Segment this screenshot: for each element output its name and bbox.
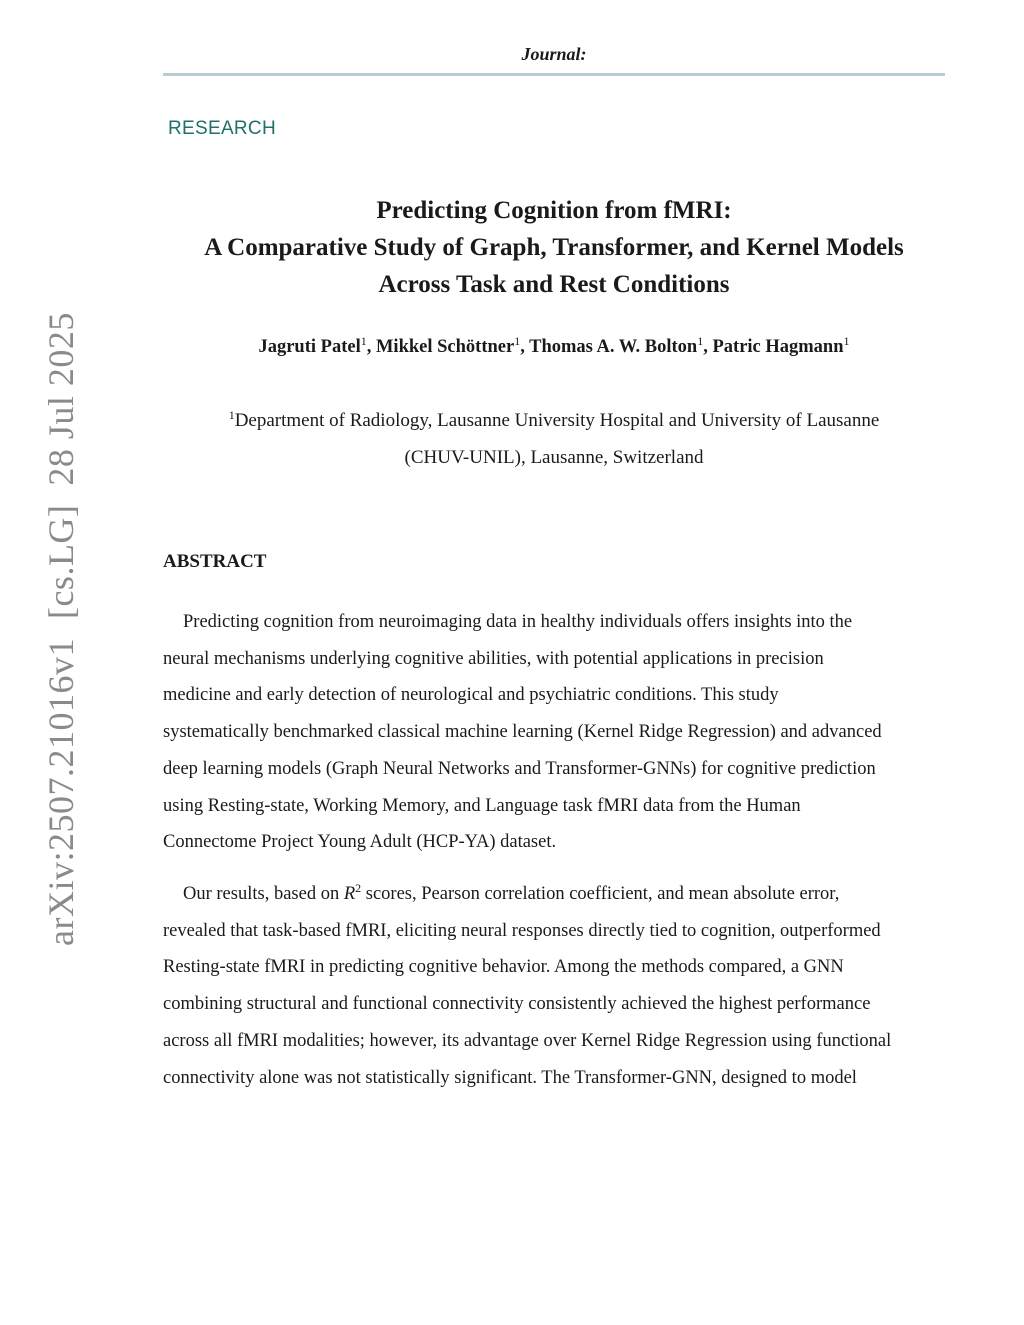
text-line: Predicting cognition from neuroimaging data in healthy individuals offers insights into the bbox=[183, 612, 853, 632]
text-line: connectivity alone was not statistically significant. The Transformer-GNN, designed to model bbox=[163, 1067, 857, 1088]
author-name: Patric Hagmann bbox=[712, 337, 844, 357]
text-line: across all fMRI modalities; however, its advantage over Kernel Ridge Regression using functional bbox=[163, 1030, 892, 1051]
affiliation-marker: 1 bbox=[843, 334, 850, 348]
affiliation-line: (CHUV-UNIL), Lausanne, Switzerland bbox=[404, 447, 704, 468]
author-name: Jagruti Patel bbox=[258, 337, 361, 357]
title-line: A Comparative Study of Graph, Transformer, and Kernel Models bbox=[204, 234, 904, 261]
affiliation-marker: 1 bbox=[228, 408, 235, 422]
author-name: Mikkel Schöttner bbox=[375, 337, 515, 357]
math-r-squared: $R^2$ bbox=[343, 881, 362, 904]
affiliation-marker: 1 bbox=[697, 334, 704, 348]
text-line: Our results, based on $R^2$ scores, Pearson correlation coefficient, and mean absolute error, bbox=[183, 881, 840, 904]
text-line: using Resting-state, Working Memory, and Language task fMRI data from the Human bbox=[163, 795, 801, 816]
header-rule bbox=[163, 73, 945, 76]
text-line: Connectome Project Young Adult (HCP-YA) dataset. bbox=[163, 832, 557, 853]
author-separator: , bbox=[520, 337, 530, 357]
arxiv-stamp: arXiv:2507.21016v1 [cs.LG] 28 Jul 2025 bbox=[41, 312, 81, 946]
section-label: RESEARCH bbox=[168, 118, 276, 139]
abstract-heading: ABSTRACT bbox=[163, 551, 267, 572]
text-line: deep learning models (Graph Neural Networks and Transformer-GNNs) for cognitive prediction bbox=[163, 758, 876, 779]
text-line: combining structural and functional connectivity consistently achieved the highest performance bbox=[163, 994, 871, 1015]
journal-header: Journal: bbox=[521, 44, 587, 64]
affiliation bbox=[163, 402, 945, 476]
affiliation-marker: 1 bbox=[514, 334, 521, 348]
paper-title bbox=[163, 192, 945, 303]
text-line: medicine and early detection of neurological and psychiatric conditions. This study bbox=[163, 685, 779, 706]
affiliation-line: $^1$Department of Radiology, Lausanne University Hospital and University of Lausanne bbox=[228, 408, 880, 431]
author-separator: , bbox=[366, 337, 376, 357]
text-line: neural mechanisms underlying cognitive abilities, with potential applications in precision bbox=[163, 648, 824, 669]
text-line: Resting-state fMRI in predicting cognitive behavior. Among the methods compared, a GNN bbox=[163, 957, 844, 978]
text-line: systematically benchmarked classical machine learning (Kernel Ridge Regression) and advanced bbox=[163, 722, 882, 743]
author-list bbox=[163, 334, 945, 358]
author-name: Thomas A. W. Bolton bbox=[529, 337, 698, 357]
abstract-paragraph bbox=[163, 876, 945, 1096]
affiliation-marker: 1 bbox=[360, 334, 367, 348]
abstract-paragraph bbox=[163, 604, 945, 861]
title-line: Across Task and Rest Conditions bbox=[378, 271, 730, 298]
text-line: revealed that task-based fMRI, eliciting neural responses directly tied to cognition, outperformed bbox=[163, 920, 881, 941]
author-separator: , bbox=[703, 337, 713, 357]
title-line: Predicting Cognition from fMRI: bbox=[376, 197, 732, 224]
